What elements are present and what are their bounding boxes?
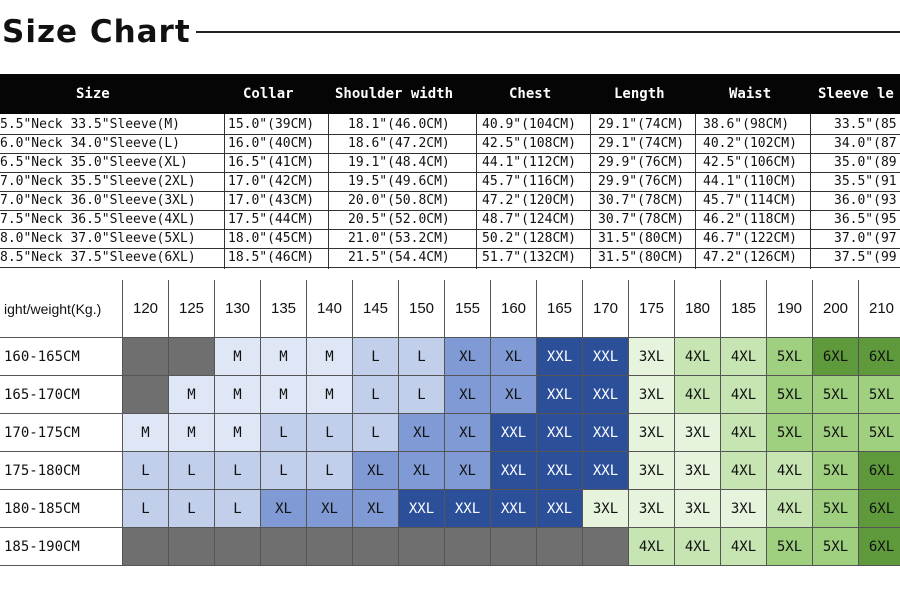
spec-cell: 31.5"(80CM) xyxy=(598,250,685,265)
size-cell xyxy=(307,528,353,566)
weight-header: 165 xyxy=(537,280,583,338)
size-cell: XXL xyxy=(491,452,537,490)
size-cell: L xyxy=(399,376,445,414)
size-cell: M xyxy=(307,338,353,376)
spec-column-divider xyxy=(476,114,477,269)
size-grid xyxy=(0,280,900,566)
weight-header: 130 xyxy=(215,280,261,338)
spec-row xyxy=(0,249,900,268)
size-cell: XL xyxy=(399,414,445,452)
size-cell: 3XL xyxy=(629,338,675,376)
size-cell: 3XL xyxy=(675,414,721,452)
spec-cell: 42.5"(108CM) xyxy=(482,136,576,151)
size-cell: XL xyxy=(353,490,399,528)
spec-cell: 18.5"(46CM) xyxy=(228,250,315,265)
size-cell: XXL xyxy=(491,490,537,528)
spec-cell: 20.5"(52.0CM) xyxy=(348,212,450,227)
size-cell: L xyxy=(215,490,261,528)
spec-cell: 16.0"(40CM) xyxy=(228,136,315,151)
spec-row xyxy=(0,173,900,192)
spec-cell: 44.1"(110CM) xyxy=(703,174,797,189)
size-cell: 4XL xyxy=(721,376,767,414)
weight-header: 180 xyxy=(675,280,721,338)
spec-cell: 36.5"(95 xyxy=(834,212,897,227)
spec-cell: 50.2"(128CM) xyxy=(482,231,576,246)
spec-row xyxy=(0,230,900,249)
size-cell xyxy=(169,528,215,566)
spec-cell: 51.7"(132CM) xyxy=(482,250,576,265)
size-cell: XXL xyxy=(537,490,583,528)
spec-cell: 19.1"(48.4CM) xyxy=(348,155,450,170)
spec-cell: 34.0"(87 xyxy=(834,136,897,151)
size-cell: 5XL xyxy=(767,528,813,566)
size-cell: XXL xyxy=(583,414,629,452)
height-label: 170-175CM xyxy=(0,414,123,452)
height-label: 175-180CM xyxy=(0,452,123,490)
spec-cell: 8.5"Neck 37.5"Sleeve(6XL) xyxy=(0,250,196,265)
size-cell: XXL xyxy=(537,338,583,376)
size-cell: M xyxy=(307,376,353,414)
column-header-chest: Chest xyxy=(509,86,552,102)
size-cell: 4XL xyxy=(721,452,767,490)
size-cell: 5XL xyxy=(767,338,813,376)
size-cell: L xyxy=(123,452,169,490)
height-label: 165-170CM xyxy=(0,376,123,414)
size-cell: XL xyxy=(399,452,445,490)
size-cell: L xyxy=(215,452,261,490)
size-cell: L xyxy=(353,338,399,376)
weight-header: 140 xyxy=(307,280,353,338)
spec-column-divider xyxy=(328,114,329,269)
size-cell: XL xyxy=(491,338,537,376)
size-cell: 3XL xyxy=(629,452,675,490)
size-cell: XL xyxy=(353,452,399,490)
spec-cell: 40.2"(102CM) xyxy=(703,136,797,151)
size-cell: XXL xyxy=(537,452,583,490)
spec-cell: 7.0"Neck 35.5"Sleeve(2XL) xyxy=(0,174,196,189)
title-divider xyxy=(196,31,900,33)
size-cell: XXL xyxy=(583,376,629,414)
size-cell: XXL xyxy=(491,414,537,452)
weight-header: 175 xyxy=(629,280,675,338)
spec-cell: 15.0"(39CM) xyxy=(228,117,315,132)
size-cell: 3XL xyxy=(721,490,767,528)
size-cell xyxy=(123,376,169,414)
column-header-length: Length xyxy=(614,86,665,102)
page-title: Size Chart xyxy=(2,14,191,50)
size-cell: 5XL xyxy=(767,414,813,452)
weight-header: 160 xyxy=(491,280,537,338)
spec-cell: 29.9"(76CM) xyxy=(598,155,685,170)
spec-cell: 30.7"(78CM) xyxy=(598,193,685,208)
size-cell: L xyxy=(307,452,353,490)
size-cell: 3XL xyxy=(675,490,721,528)
spec-cell: 18.0"(45CM) xyxy=(228,231,315,246)
spec-cell: 17.0"(43CM) xyxy=(228,193,315,208)
spec-cell: 35.5"(91 xyxy=(834,174,897,189)
spec-cell: 8.0"Neck 37.0"Sleeve(5XL) xyxy=(0,231,196,246)
spec-table-body xyxy=(0,114,900,269)
spec-row xyxy=(0,135,900,154)
size-cell: 4XL xyxy=(629,528,675,566)
weight-header: 190 xyxy=(767,280,813,338)
size-cell xyxy=(169,338,215,376)
spec-cell: 44.1"(112CM) xyxy=(482,155,576,170)
size-cell xyxy=(445,528,491,566)
size-cell xyxy=(123,338,169,376)
spec-row xyxy=(0,192,900,211)
size-cell: M xyxy=(169,376,215,414)
spec-cell: 46.7"(122CM) xyxy=(703,231,797,246)
weight-header: 120 xyxy=(123,280,169,338)
size-cell: 4XL xyxy=(721,528,767,566)
height-label: 185-190CM xyxy=(0,528,123,566)
spec-cell: 7.0"Neck 36.0"Sleeve(3XL) xyxy=(0,193,196,208)
weight-header: 125 xyxy=(169,280,215,338)
spec-cell: 21.5"(54.4CM) xyxy=(348,250,450,265)
size-cell: XXL xyxy=(583,338,629,376)
size-cell: 5XL xyxy=(859,376,900,414)
size-cell: XL xyxy=(307,490,353,528)
size-cell: 6XL xyxy=(813,338,859,376)
size-cell: XL xyxy=(445,376,491,414)
spec-cell: 5.5"Neck 33.5"Sleeve(M) xyxy=(0,117,181,132)
spec-row xyxy=(0,116,900,135)
spec-cell: 31.5"(80CM) xyxy=(598,231,685,246)
size-cell xyxy=(261,528,307,566)
spec-cell: 35.0"(89 xyxy=(834,155,897,170)
size-cell: 4XL xyxy=(675,528,721,566)
spec-cell: 20.0"(50.8CM) xyxy=(348,193,450,208)
spec-cell: 18.6"(47.2CM) xyxy=(348,136,450,151)
column-header-waist: Waist xyxy=(729,86,772,102)
column-header-collar: Collar xyxy=(243,86,294,102)
height-label: 160-165CM xyxy=(0,338,123,376)
size-cell: XXL xyxy=(583,452,629,490)
weight-header: 185 xyxy=(721,280,767,338)
spec-cell: 38.6"(98CM) xyxy=(703,117,790,132)
height-label: 180-185CM xyxy=(0,490,123,528)
size-cell: M xyxy=(169,414,215,452)
spec-cell: 18.1"(46.0CM) xyxy=(348,117,450,132)
size-cell: L xyxy=(353,376,399,414)
weight-header: 210 xyxy=(859,280,900,338)
size-cell xyxy=(399,528,445,566)
size-cell: M xyxy=(261,376,307,414)
size-cell xyxy=(491,528,537,566)
size-cell: 3XL xyxy=(675,452,721,490)
size-cell: XXL xyxy=(399,490,445,528)
spec-cell: 33.5"(85 xyxy=(834,117,897,132)
size-cell: 3XL xyxy=(583,490,629,528)
weight-header: 135 xyxy=(261,280,307,338)
size-cell: L xyxy=(169,490,215,528)
size-cell: L xyxy=(123,490,169,528)
spec-row xyxy=(0,154,900,173)
column-header-shoulder: Shoulder width xyxy=(335,86,454,102)
size-cell: M xyxy=(215,338,261,376)
weight-header: 170 xyxy=(583,280,629,338)
weight-header: 150 xyxy=(399,280,445,338)
spec-cell: 29.9"(76CM) xyxy=(598,174,685,189)
size-cell xyxy=(353,528,399,566)
size-cell: M xyxy=(215,414,261,452)
size-cell: XXL xyxy=(445,490,491,528)
size-cell xyxy=(583,528,629,566)
size-cell: L xyxy=(261,452,307,490)
size-cell: 5XL xyxy=(813,452,859,490)
size-cell: 6XL xyxy=(859,490,900,528)
spec-cell: 6.0"Neck 34.0"Sleeve(L) xyxy=(0,136,181,151)
size-cell: 4XL xyxy=(767,452,813,490)
spec-cell: 7.5"Neck 36.5"Sleeve(4XL) xyxy=(0,212,196,227)
size-cell: 5XL xyxy=(859,414,900,452)
size-cell: XL xyxy=(491,376,537,414)
size-cell: XL xyxy=(445,452,491,490)
spec-cell: 6.5"Neck 35.0"Sleeve(XL) xyxy=(0,155,188,170)
size-cell: 3XL xyxy=(629,414,675,452)
weight-header: 155 xyxy=(445,280,491,338)
spec-cell: 16.5"(41CM) xyxy=(228,155,315,170)
size-cell: 4XL xyxy=(675,376,721,414)
spec-cell: 47.2"(120CM) xyxy=(482,193,576,208)
size-cell: 3XL xyxy=(629,490,675,528)
size-cell: 6XL xyxy=(859,338,900,376)
size-cell: 3XL xyxy=(629,376,675,414)
size-cell: L xyxy=(307,414,353,452)
size-cell xyxy=(537,528,583,566)
spec-cell: 21.0"(53.2CM) xyxy=(348,231,450,246)
size-cell: 4XL xyxy=(675,338,721,376)
spec-cell: 29.1"(74CM) xyxy=(598,117,685,132)
size-cell: 5XL xyxy=(813,414,859,452)
size-cell: 4XL xyxy=(721,338,767,376)
column-header-size: Size xyxy=(76,86,110,102)
spec-cell: 40.9"(104CM) xyxy=(482,117,576,132)
size-cell: 6XL xyxy=(859,528,900,566)
size-cell: M xyxy=(123,414,169,452)
size-cell: XL xyxy=(445,338,491,376)
column-header-sleeve: Sleeve le xyxy=(818,86,894,102)
spec-cell: 17.5"(44CM) xyxy=(228,212,315,227)
spec-cell: 45.7"(116CM) xyxy=(482,174,576,189)
size-cell: 5XL xyxy=(813,490,859,528)
size-cell xyxy=(123,528,169,566)
size-cell: 4XL xyxy=(767,490,813,528)
spec-cell: 30.7"(78CM) xyxy=(598,212,685,227)
spec-column-divider xyxy=(224,114,225,269)
size-cell: XXL xyxy=(537,414,583,452)
grid-corner-label: ight/weight(Kg.) xyxy=(0,280,123,338)
size-cell: XL xyxy=(261,490,307,528)
spec-cell: 19.5"(49.6CM) xyxy=(348,174,450,189)
size-cell: L xyxy=(169,452,215,490)
size-cell: L xyxy=(399,338,445,376)
spec-cell: 45.7"(114CM) xyxy=(703,193,797,208)
size-cell: 5XL xyxy=(813,528,859,566)
size-cell: L xyxy=(353,414,399,452)
spec-column-divider xyxy=(590,114,591,269)
size-cell: 5XL xyxy=(813,376,859,414)
spec-row xyxy=(0,211,900,230)
spec-cell: 37.0"(97 xyxy=(834,231,897,246)
spec-table-header xyxy=(0,74,900,114)
spec-cell: 48.7"(124CM) xyxy=(482,212,576,227)
size-cell: XL xyxy=(445,414,491,452)
weight-header: 200 xyxy=(813,280,859,338)
spec-cell: 36.0"(93 xyxy=(834,193,897,208)
size-cell: 6XL xyxy=(859,452,900,490)
spec-column-divider xyxy=(695,114,696,269)
size-cell: 4XL xyxy=(721,414,767,452)
spec-cell: 29.1"(74CM) xyxy=(598,136,685,151)
spec-cell: 42.5"(106CM) xyxy=(703,155,797,170)
weight-header: 145 xyxy=(353,280,399,338)
spec-cell: 47.2"(126CM) xyxy=(703,250,797,265)
size-cell: M xyxy=(261,338,307,376)
size-cell xyxy=(215,528,261,566)
spec-cell: 37.5"(99 xyxy=(834,250,897,265)
size-cell: L xyxy=(261,414,307,452)
size-cell: M xyxy=(215,376,261,414)
spec-column-divider xyxy=(810,114,811,269)
spec-cell: 46.2"(118CM) xyxy=(703,212,797,227)
spec-cell: 17.0"(42CM) xyxy=(228,174,315,189)
size-cell: XXL xyxy=(537,376,583,414)
size-cell: 5XL xyxy=(767,376,813,414)
